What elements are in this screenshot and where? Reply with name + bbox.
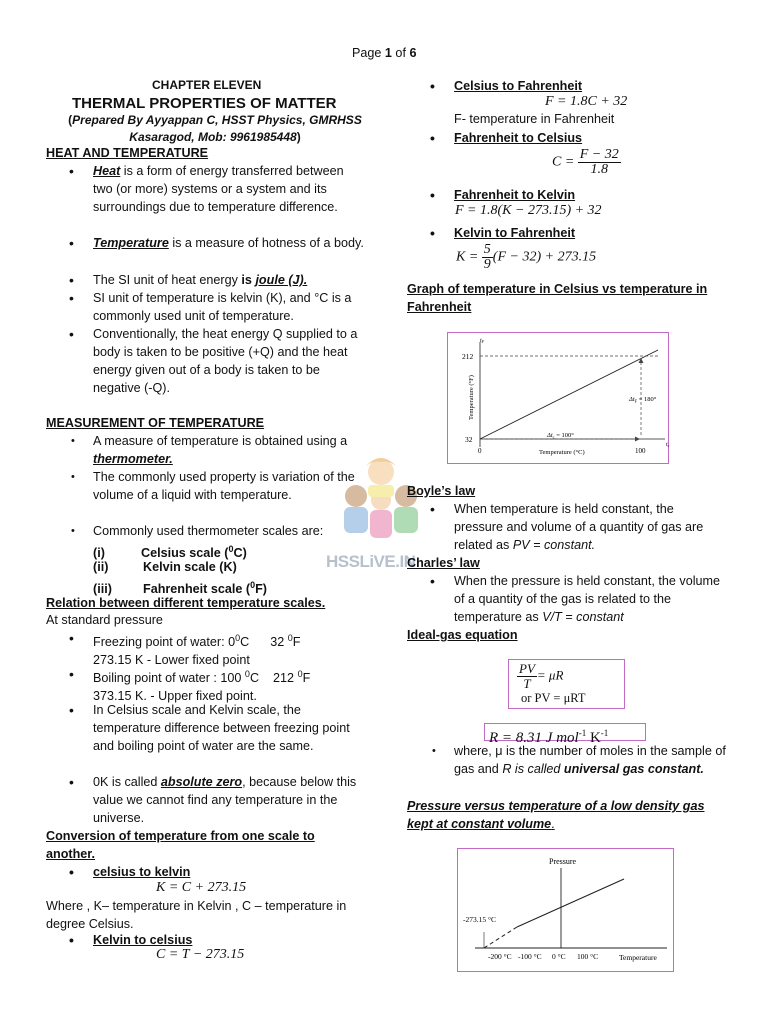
ideal-gas-fraction: $\frac{PV}{T}$ = μR [519,661,564,691]
y-axis-label: Temperature (°F) [468,375,475,420]
subheading-kelvin-to-fahrenheit: • Kelvin to Fahrenheit [454,224,575,242]
head [368,459,394,485]
page-title: THERMAL PROPERTIES OF MATTER [72,95,337,112]
list-item: • Freezing point of water: $0^0C$ 32 $^0$F 273.15 K - Lower fixed point [93,629,365,669]
subheading-kelvin-to-celsius: • Kelvin to celsius [93,931,192,949]
formula-note: Where , K– temperature in Kelvin , C – temperature in degree Celsius. [46,899,347,931]
body [368,485,394,497]
formula-c-to-f: F = 1.8C + 32 [545,94,628,109]
y-axis-label: Pressure [549,857,577,866]
absolute-zero-label: -273.15 °C [463,915,496,924]
watermark-text: HSSLiVE.IN [326,552,416,571]
x-tick-label: 100 [635,447,646,455]
y-axis-symbol: tF [480,338,485,344]
chapter-label: CHAPTER ELEVEN [152,78,262,92]
list-item: • A measure of temperature is obtained using a thermometer. [93,432,365,468]
formula-f-to-c: C = $\frac{F - 32}{1.8}$ [552,147,619,177]
section-heading-boyle: Boyle’s law [407,484,476,498]
delta-f-label: $\Delta t_F = 180^\circ$ [629,396,657,404]
pressure-temperature-graph [457,848,674,972]
scale-item: (i) Celsius scale ($^0$C) [93,544,247,561]
section-heading-ideal-gas: Ideal-gas equation [407,628,518,642]
list-item: • 0K is called absolute zero, because below this value we cannot find any temperature in the universe. [93,773,365,827]
y-tick-label: 212 [462,352,474,361]
body [394,507,418,533]
ideal-gas-equation-box [508,659,625,709]
section-heading-graph: Graph of temperature in Celsius vs temperature in Fahrenheit [407,282,708,314]
subheading-fahrenheit-to-kelvin: • Fahrenheit to Kelvin [454,186,575,204]
section-heading-measurement: MEASUREMENT OF TEMPERATURE [46,416,265,430]
list-item: • Conventionally, the heat energy Q supplied to a body is taken to be positive (+Q) and the heat energy given out of a body is taken to be negative (-Q). [93,325,365,397]
section-heading-relation: Relation between different temperature scales. [46,596,326,610]
x-tick-label: -200 °C [488,952,512,961]
formula-f-to-k: F = 1.8(K − 273.15) + 32 [455,203,602,218]
author-credit: (Prepared By Ayyappan C, HSST Physics, GMRHSS Kasaragod, Mob: 9961985448) [68,113,362,144]
standard-pressure-text: At standard pressure [46,613,163,627]
section-heading-conversion: Conversion of temperature from one scale to another. [46,829,315,861]
list-item: • SI unit of temperature is kelvin (K), and °C is a commonly used unit of temperature. [93,289,365,325]
x-tick-label: 0 [478,447,482,455]
head [345,485,367,507]
x-tick-label: 0 °C [552,952,566,961]
section-heading-pressure: Pressure versus temperature of a low density gas kept at constant volume. [407,799,705,831]
body [344,507,368,533]
formula-k-to-f: K = $\frac{5}{9}$ (F − 32) + 273.15 [456,242,597,272]
list-item: • where, μ is the number of moles in the sample of gas and R is called universal gas constant. [454,742,726,778]
section-heading-heat: HEAT AND TEMPERATURE [46,146,209,160]
page-number: Page 1 of 6 [352,46,417,60]
list-item: • Temperature is a measure of hotness of a body. [93,234,365,252]
subheading-celsius-to-fahrenheit: • Celsius to Fahrenheit [454,77,582,95]
gas-constant-box: R = 8.31 J mol$^{-1}$ $K^{-1}$ [484,723,646,741]
ideal-gas-line2: or PV = μRT [521,691,586,705]
y-tick-label: 32 [465,435,473,444]
scale-item: (iii) Fahrenheit scale ($^0$F) [93,580,267,597]
x-axis-label: Temperature [619,953,657,962]
list-item: • Commonly used thermometer scales are: [93,522,365,540]
scale-item: (ii) Kelvin scale (K) [93,560,237,574]
list-item: • In Celsius scale and Kelvin scale, the temperature difference between freezing point and boiling point of water are the same. [93,701,365,755]
x-axis-label: Temperature (°C) [539,449,585,456]
subheading-fahrenheit-to-celsius: • Fahrenheit to Celsius [454,129,582,147]
formula-c-to-k: K = C + 273.15 [156,880,247,895]
list-item: • The commonly used property is variation of the volume of a liquid with temperature. [93,468,365,504]
list-item: • Heat is a form of energy transferred between two (or more) systems or a system and its surroundings due to temperature difference. [93,162,365,216]
kids-illustration [326,452,436,552]
delta-c-label: $\Delta t_c = 100^\circ$ [547,432,574,440]
formula-k-to-c: C = T − 273.15 [156,947,245,962]
section-heading-charles: Charles’ law [407,556,480,570]
list-item: • The SI unit of heat energy is joule (J). [93,271,365,289]
formula-note: F- temperature in Fahrenheit [454,112,615,126]
x-axis-symbol: tc [666,442,670,448]
list-item: • When temperature is held constant, the pressure and volume of a quantity of gas are related as PV = constant. [454,500,726,554]
list-item: • When the pressure is held constant, the volume of a quantity of the gas is related to the temperature as V/T = constant [454,572,726,626]
celsius-fahrenheit-graph [447,332,669,464]
x-tick-label: -100 °C [518,952,542,961]
body [370,510,392,538]
x-tick-label: 100 °C [577,952,599,961]
subheading-celsius-to-kelvin: • celsius to kelvin [93,863,190,881]
list-item: • Boiling point of water : 100 $^0$C 212 $^0$F 373.15 K. - Upper fixed point. [93,665,365,705]
